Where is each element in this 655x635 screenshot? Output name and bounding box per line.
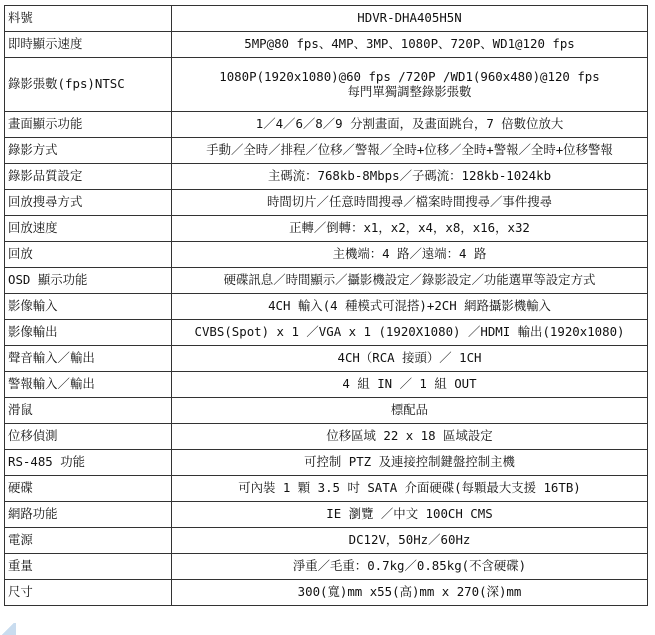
spec-value: [172, 554, 648, 580]
spec-value-line: 硬碟訊息／時間顯示／攝影機設定／錄影設定／功能選單等設定方式: [223, 272, 596, 288]
spec-value: [172, 268, 648, 294]
spec-row: [5, 346, 648, 372]
spec-value-line: 4CH（RCA 接頭）／ 1CH: [337, 350, 482, 366]
spec-value-line: 可內裝 1 顆 3.5 吋 SATA 介面硬碟(每顆最大支援 16TB): [238, 480, 581, 496]
specification-table-body: [5, 6, 648, 606]
spec-label: 影像輸出: [5, 320, 172, 346]
spec-value-line: 可控制 PTZ 及連接控制鍵盤控制主機: [304, 454, 515, 470]
spec-value-line: 1080P(1920x1080)@60 fps /720P /WD1(960x480)@120 fps: [219, 68, 600, 84]
spec-row: [5, 190, 648, 216]
spec-row: [5, 6, 648, 32]
spec-value-line: CVBS(Spot) x 1 ／VGA x 1 (1920X1080) ／HDMI 輸出(1920x1080): [194, 324, 625, 340]
spec-value: [172, 320, 648, 346]
spec-row: [5, 242, 648, 268]
spec-label: 位移偵測: [5, 424, 172, 450]
spec-row: [5, 450, 648, 476]
spec-label: 電源: [5, 528, 172, 554]
spec-value: [172, 242, 648, 268]
spec-row: [5, 372, 648, 398]
spec-label: 錄影品質設定: [5, 164, 172, 190]
spec-value-line: 4CH 輸入(4 種模式可混搭)+2CH 網路攝影機輸入: [268, 298, 551, 314]
spec-value: [172, 450, 648, 476]
spec-label: 尺寸: [5, 580, 172, 606]
spec-value-line: 位移區域 22 x 18 區域設定: [326, 428, 493, 444]
spec-label: 影像輸入: [5, 294, 172, 320]
spec-label: 滑鼠: [5, 398, 172, 424]
spec-row: [5, 138, 648, 164]
spec-value: [172, 476, 648, 502]
spec-label: 聲音輸入／輸出: [5, 346, 172, 372]
spec-label: 錄影方式: [5, 138, 172, 164]
spec-value-line: 主碼流：768kb-8Mbps／子碼流：128kb-1024kb: [267, 168, 552, 184]
spec-value-line: 4 組 IN ／ 1 組 OUT: [342, 376, 477, 392]
spec-value-line: 時間切片／任意時間搜尋／檔案時間搜尋／事件搜尋: [267, 194, 552, 210]
spec-value-line: 標配品: [390, 402, 429, 418]
spec-label: 重量: [5, 554, 172, 580]
spec-value-line: 手動／全時／排程／位移／警報／全時+位移／全時+警報／全時+位移警報: [206, 142, 613, 158]
spec-row: [5, 554, 648, 580]
spec-value: [172, 502, 648, 528]
spec-label: 回放速度: [5, 216, 172, 242]
spec-value-line: HDVR-DHA405H5N: [357, 10, 462, 26]
specification-table: [4, 5, 648, 606]
spec-value: [172, 6, 648, 32]
spec-label: 錄影張數(fps)NTSC: [5, 58, 172, 112]
spec-label: 硬碟: [5, 476, 172, 502]
spec-value-line: IE 瀏覽 ／中文 100CH CMS: [326, 506, 493, 522]
spec-value-line: 正轉／倒轉：x1，x2，x4，x8，x16，x32: [289, 220, 530, 236]
spec-row: [5, 294, 648, 320]
spec-label: 回放搜尋方式: [5, 190, 172, 216]
spec-value: [172, 190, 648, 216]
spec-value: [172, 164, 648, 190]
spec-row: [5, 502, 648, 528]
spec-value: [172, 112, 648, 138]
spec-value: [172, 346, 648, 372]
spec-value-line: 300(寬)mm x55(高)mm x 270(深)mm: [297, 584, 522, 600]
spec-label: 畫面顯示功能: [5, 112, 172, 138]
spec-value-line: 每門單獨調整錄影張數: [347, 83, 472, 99]
spec-row: [5, 580, 648, 606]
spec-row: [5, 268, 648, 294]
spec-value-line: 主機端：4 路／遠端：4 路: [332, 246, 487, 262]
spec-label: 料號: [5, 6, 172, 32]
corner-decoration: [0, 623, 16, 635]
spec-value: [172, 138, 648, 164]
spec-label: OSD 顯示功能: [5, 268, 172, 294]
spec-row: [5, 320, 648, 346]
spec-label: 回放: [5, 242, 172, 268]
spec-label: 即時顯示速度: [5, 32, 172, 58]
spec-label: RS-485 功能: [5, 450, 172, 476]
spec-value-line: 5MP@80 fps、4MP、3MP、1080P、720P、WD1@120 fps: [244, 36, 575, 52]
spec-value-line: DC12V，50Hz／60Hz: [348, 532, 471, 548]
spec-row: [5, 32, 648, 58]
spec-label: 網路功能: [5, 502, 172, 528]
spec-row: [5, 398, 648, 424]
spec-value-line: 淨重／毛重：0.7kg／0.85kg(不含硬碟): [292, 558, 527, 574]
spec-row: [5, 164, 648, 190]
spec-value: [172, 294, 648, 320]
spec-value: [172, 32, 648, 58]
spec-value: [172, 424, 648, 450]
spec-value: [172, 398, 648, 424]
spec-value: [172, 528, 648, 554]
spec-value: [172, 58, 648, 112]
spec-value: [172, 580, 648, 606]
spec-row: [5, 112, 648, 138]
spec-row: [5, 216, 648, 242]
spec-label: 警報輸入／輸出: [5, 372, 172, 398]
spec-value: [172, 216, 648, 242]
spec-value-line: 1／4／6／8／9 分割畫面，及畫面跳台，7 倍數位放大: [255, 116, 564, 132]
spec-row: [5, 424, 648, 450]
spec-row: [5, 476, 648, 502]
spec-row: [5, 528, 648, 554]
spec-value: [172, 372, 648, 398]
spec-row: [5, 58, 648, 112]
